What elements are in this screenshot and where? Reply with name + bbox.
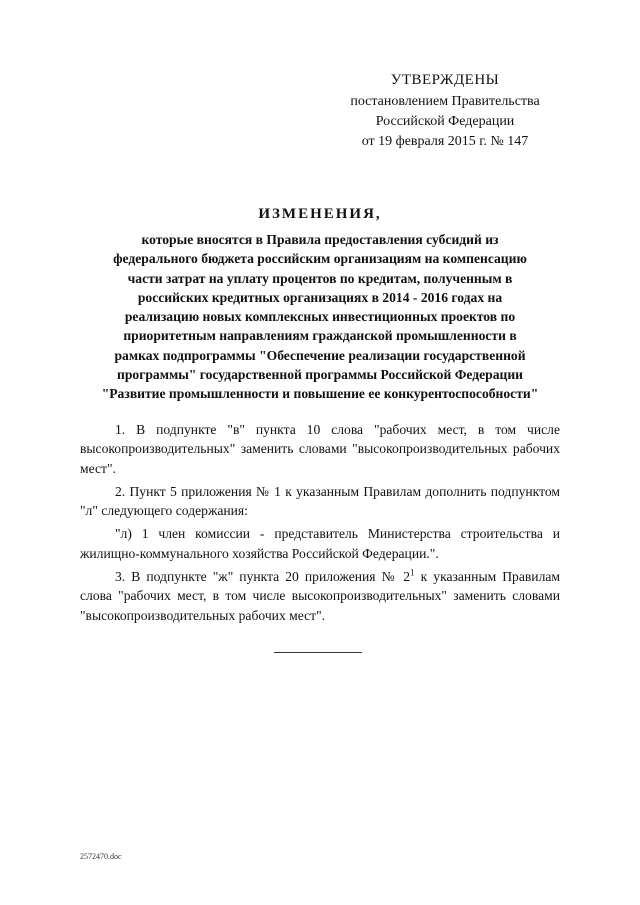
paragraph-2: 2. Пункт 5 приложения № 1 к указанным Правилам дополнить подпунктом "л" следующего содержания: — [80, 483, 560, 519]
file-footer: 2572470.doc — [80, 852, 122, 861]
subtitle-line: которые вносятся в Правила предоставления субсидий из — [141, 232, 499, 247]
subtitle-line: приоритетным направлениям гражданской промышленности в — [123, 328, 517, 344]
paragraph-2-insert: "л) 1 член комиссии - представитель Министерства строительства и жилищно-коммунального хозяйства Российской Федерации.". — [80, 526, 560, 561]
superscript: 1 — [410, 567, 415, 578]
approval-block — [330, 70, 560, 152]
subtitle-line: российских кредитных организациях в 2014 - 2016 годах на — [137, 289, 503, 305]
paragraph-1: 1. В подпункте "в" пункта 10 слова "рабочих мест, в том числе высокопроизводительных" заменить словами "высокопроизводительных рабочих мест". — [80, 422, 560, 476]
end-divider — [274, 652, 362, 653]
document-title: ИЗМЕНЕНИЯ, — [258, 206, 382, 222]
paragraph-3-start: 3. В подпункте "ж" пункта 20 приложения № 2 — [115, 569, 411, 585]
subtitle-line: рамках подпрограммы "Обеспечение реализации государственной — [114, 347, 526, 363]
approval-heading: УТВЕРЖДЕНЫ — [390, 72, 500, 88]
paragraph-3 — [80, 567, 560, 625]
approval-line-2: Российской Федерации — [375, 114, 515, 129]
subtitle-line: реализацию новых комплексных инвестиционных проектов по — [124, 309, 516, 325]
subtitle-line: федерального бюджета российским организациям на компенсацию — [113, 251, 527, 267]
subtitle-line: "Развитие промышленности и повышение ее конкурентоспособности" — [101, 386, 539, 402]
document-subtitle — [70, 230, 570, 404]
paragraph-3-end: к указанным Правилам слова "рабочих мест, в том числе высокопроизводительных" заменить словами "высокопроизводительных рабочих мест". — [80, 569, 560, 623]
approval-line-1: постановлением Правительства — [350, 94, 540, 109]
document-body — [80, 420, 560, 625]
subtitle-line: части затрат на уплату процентов по кредитам, полученным в — [127, 270, 513, 286]
subtitle-line: программы" государственной программы Российской Федерации — [117, 367, 523, 383]
approval-line-3: от 19 февраля 2015 г. № 147 — [361, 134, 529, 149]
